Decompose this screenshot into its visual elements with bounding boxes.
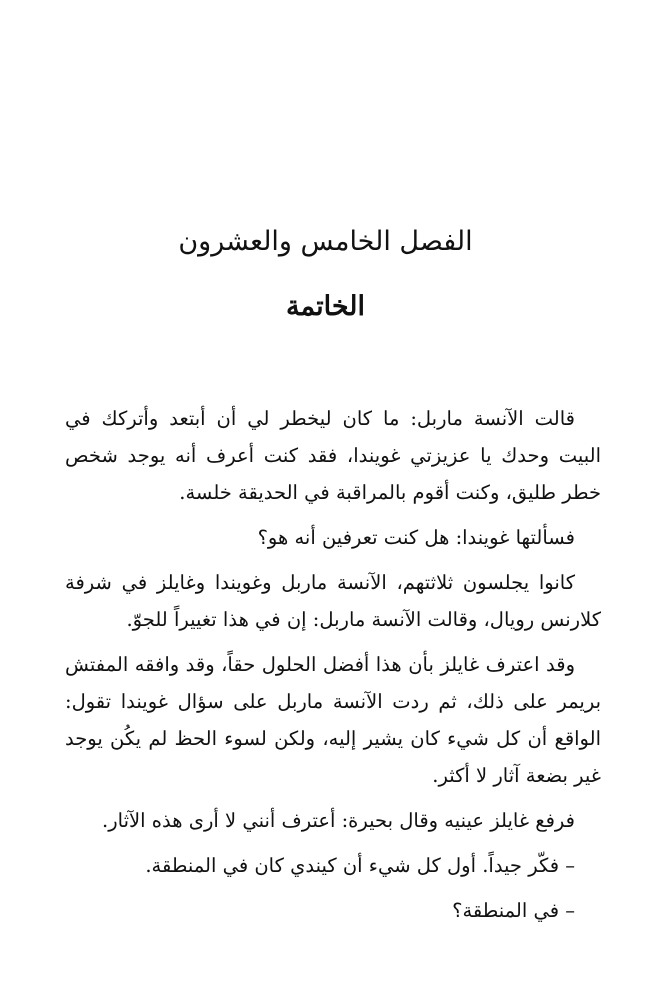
chapter-subtitle: الخاتمة — [286, 291, 365, 322]
paragraph-3: كانوا يجلسون ثلاثتهم، الآنسة ماربل وغويندا وغايلز في شرفة كلارنس رويال، وقالت الآنسة ماربل: إن في هذا تغييراً للجوّ. — [65, 571, 601, 631]
paragraph-1: قالت الآنسة ماربل: ما كان ليخطر لي أن أبتعد وأتركك في البيت وحدك يا عزيزتي غويندا، فقد كنت أعرف أنه يوجد شخص خطر طليق، وكنت أقوم بالمراقبة في الحديقة خلسة. — [65, 407, 601, 504]
dialog-line-2: – في المنطقة؟ — [452, 899, 575, 922]
chapter-title: الفصل الخامس والعشرون — [178, 226, 473, 257]
paragraph-5: فرفع غايلز عينيه وقال بحيرة: أعترف أنني لا أرى هذه الآثار. — [102, 809, 575, 832]
dialog-line-1: – فكّر جيداً. أول كل شيء أن كيندي كان في المنطقة. — [145, 854, 575, 877]
paragraph-2: فسألتها غويندا: هل كنت تعرفين أنه هو؟ — [257, 526, 575, 549]
paragraph-4: وقد اعترف غايلز بأن هذا أفضل الحلول حقاً، وقد وافقه المفتش بريمر على ذلك، ثم ردت الآنسة ماربل على سؤال غويندا تقول: الواقع أن كل شيء كان يشير إليه، ولكن لسوء الحظ لم يكُن يوجد غير بضعة آثار لا أكثر. — [65, 653, 601, 787]
chapter-body — [65, 400, 601, 937]
